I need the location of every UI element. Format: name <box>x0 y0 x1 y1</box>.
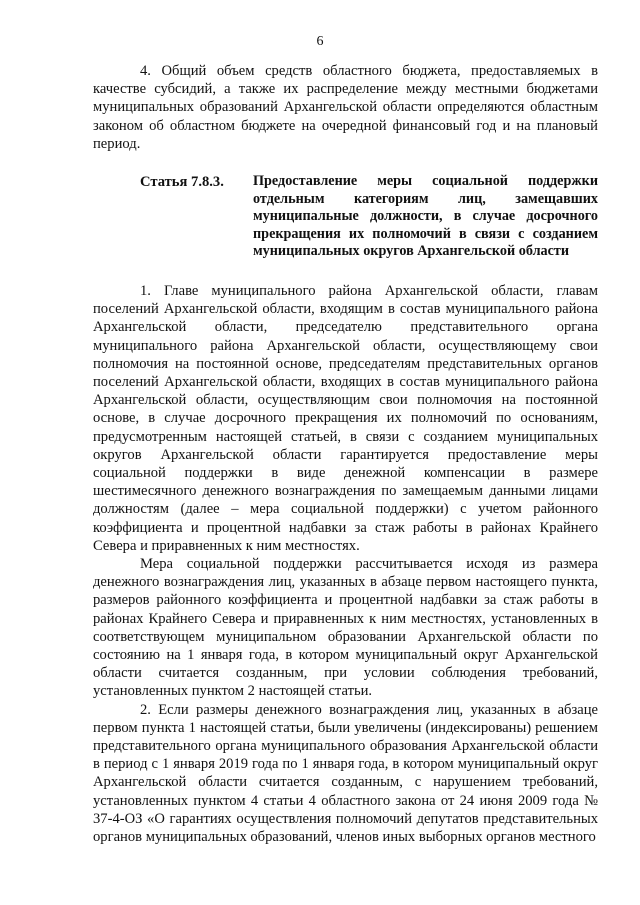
article-title: Предоставление меры социальной поддержки отдельным категориям лиц, замещавших муниципальные должности, в случае досрочного прекращения их полномочий в связи с созданием муниципальных округов Архангельской области <box>253 173 598 260</box>
document-body <box>93 62 598 846</box>
paragraph-subsidies-volume: 4. Общий объем средств областного бюджета, предоставляемых в качестве субсидий, а также их распределение между местными бюджетами муниципальных образований Архангельской области определяются областным законом об областном бюджете на очередной финансовый год и на плановый период. <box>93 63 598 152</box>
paragraph-clause-1: 1. Главе муниципального района Архангельской области, главам поселений Архангельской области, входящим в состав муниципального района Архангельской области, председателю представительного органа муниципального района Архангельской области, осуществляющему свои полномочия на постоянной основе, председателям представительных органов поселений Архангельской области, входящих в состав муниципального района Архангельской области, осуществляющим свои полномочия на постоянной основе, в случае досрочного прекращения их полномочий по основаниям, предусмотренным настоящей статьей, в связи с созданием муниципальных округов Архангельской области гарантируется предоставление меры социальной поддержки в виде денежной компенсации в размере шестимесячного денежного вознаграждения по замещаемым данными лицами должностям (далее – мера социальной поддержки) с учетом районного коэффициента и процентной надбавки за стаж работы в районах Крайнего Севера и приравненных к ним местностях. <box>93 282 598 554</box>
paragraph-calculation: Мера социальной поддержки рассчитывается исходя из размера денежного вознаграждения лиц, указанных в абзаце первом настоящего пункта, размеров районного коэффициента и процентной надбавки за стаж работы в районах Крайнего Севера и приравненных к ним местностях, установленных в соответствующем муниципальном образовании Архангельской области по состоянию на 1 января года, в котором муниципальный округ Архангельской области считается созданным, при условии соблюдения требований, установленных пунктом 2 настоящей статьи. <box>93 556 598 700</box>
paragraph-clause-2: 2. Если размеры денежного вознаграждения лиц, указанных в абзаце первом пункта 1 настоящей статьи, были увеличены (индексированы) решением представительного органа муниципального образования Архангельской области в период с 1 января 2019 года по 1 января года, в котором муниципальный округ Архангельской области считается созданным, с нарушением требований, установленных пунктом 4 статьи 4 областного закона от 24 июня 2009 года № 37-4-ОЗ «О гарантиях осуществления полномочий депутатов представительных органов муниципальных образований, членов иных выборных органов местного <box>93 701 598 846</box>
page-number: 6 <box>316 34 324 49</box>
article-heading <box>93 173 598 261</box>
article-number: Статья 7.8.3. <box>140 174 224 191</box>
